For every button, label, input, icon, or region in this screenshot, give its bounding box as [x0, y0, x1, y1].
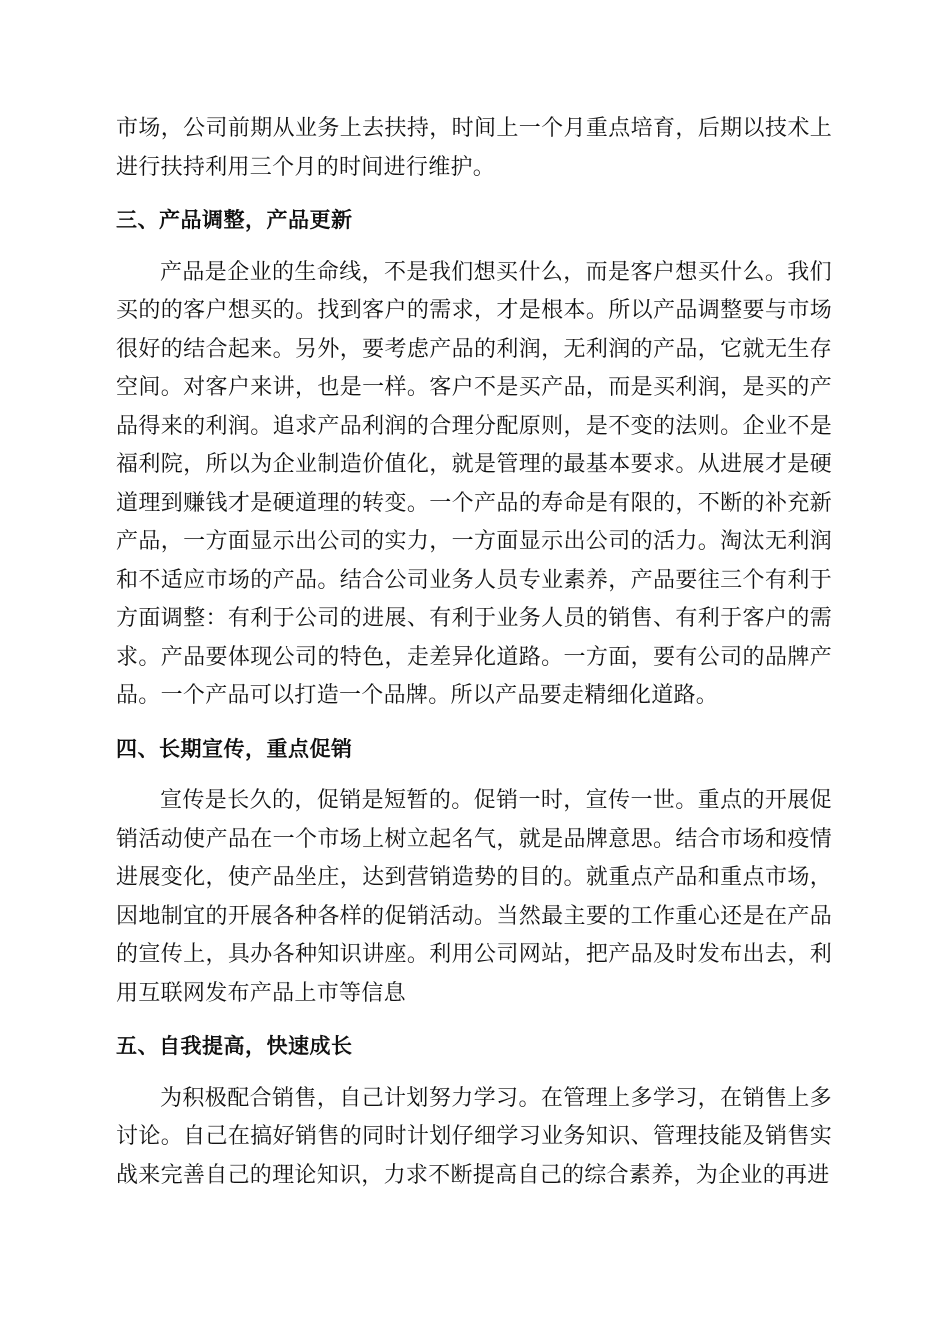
- section-heading-product-adjustment: 三、产品调整，产品更新: [116, 208, 353, 232]
- intro-paragraph: 市场，公司前期从业务上去扶持，时间上一个月重点培育，后期以技术上进行扶持利用三个月的时间进行维护。: [116, 116, 832, 180]
- document-content: [116, 110, 832, 1209]
- section-body-self-improvement: 为积极配合销售，自己计划努力学习。在管理上多学习，在销售上多讨论。自己在搞好销售的同时计划仔细学习业务知识、管理技能及销售实战来完善自己的理论知识，力求不断提高自己的综合素养，为企业的再进: [116, 1085, 832, 1188]
- section-body-product-adjustment: 产品是企业的生命线，不是我们想买什么，而是客户想买什么。我们买的的客户想买的。找到客户的需求，才是根本。所以产品调整要与市场很好的结合起来。另外，要考虑产品的利润，无利润的产品，它就无生存空间。对客户来讲，也是一样。客户不是买产品，而是买利润，是买的产品得来的利润。追求产品利润的合理分配原则，是不变的法则。企业不是福利院，所以为企业制造价值化，就是管理的最基本要求。从进展才是硬道理到赚钱才是硬道理的转变。一个产品的寿命是有限的，不断的补充新产品，一方面显示出公司的实力，一方面显示出公司的活力。淘汰无利润和不适应市场的产品。结合公司业务人员专业素养，产品要往三个有利于方面调整：有利于公司的进展、有利于业务人员的销售、有利于客户的需求。产品要体现公司的特色，走差异化道路。一方面，要有公司的品牌产品。一个产品可以打造一个品牌。所以产品要走精细化道路。: [116, 259, 832, 708]
- section-heading-promotion: 四、长期宣传，重点促销: [116, 736, 353, 761]
- section-body-promotion: 宣传是长久的，促销是短暂的。促销一时，宣传一世。重点的开展促销活动使产品在一个市场上树立起名气，就是品牌意思。结合市场和疫情进展变化，使产品坐庄，达到营销造势的目的。就重点产品和重点市场，因地制宜的开展各种各样的促销活动。当然最主要的工作重心还是在产品的宣传上，具办各种知识讲座。利用公司网站，把产品及时发布出去，利用互联网发布产品上市等信息: [116, 788, 832, 1006]
- section-heading-self-improvement: 五、自我提高，快速成长: [116, 1034, 353, 1058]
